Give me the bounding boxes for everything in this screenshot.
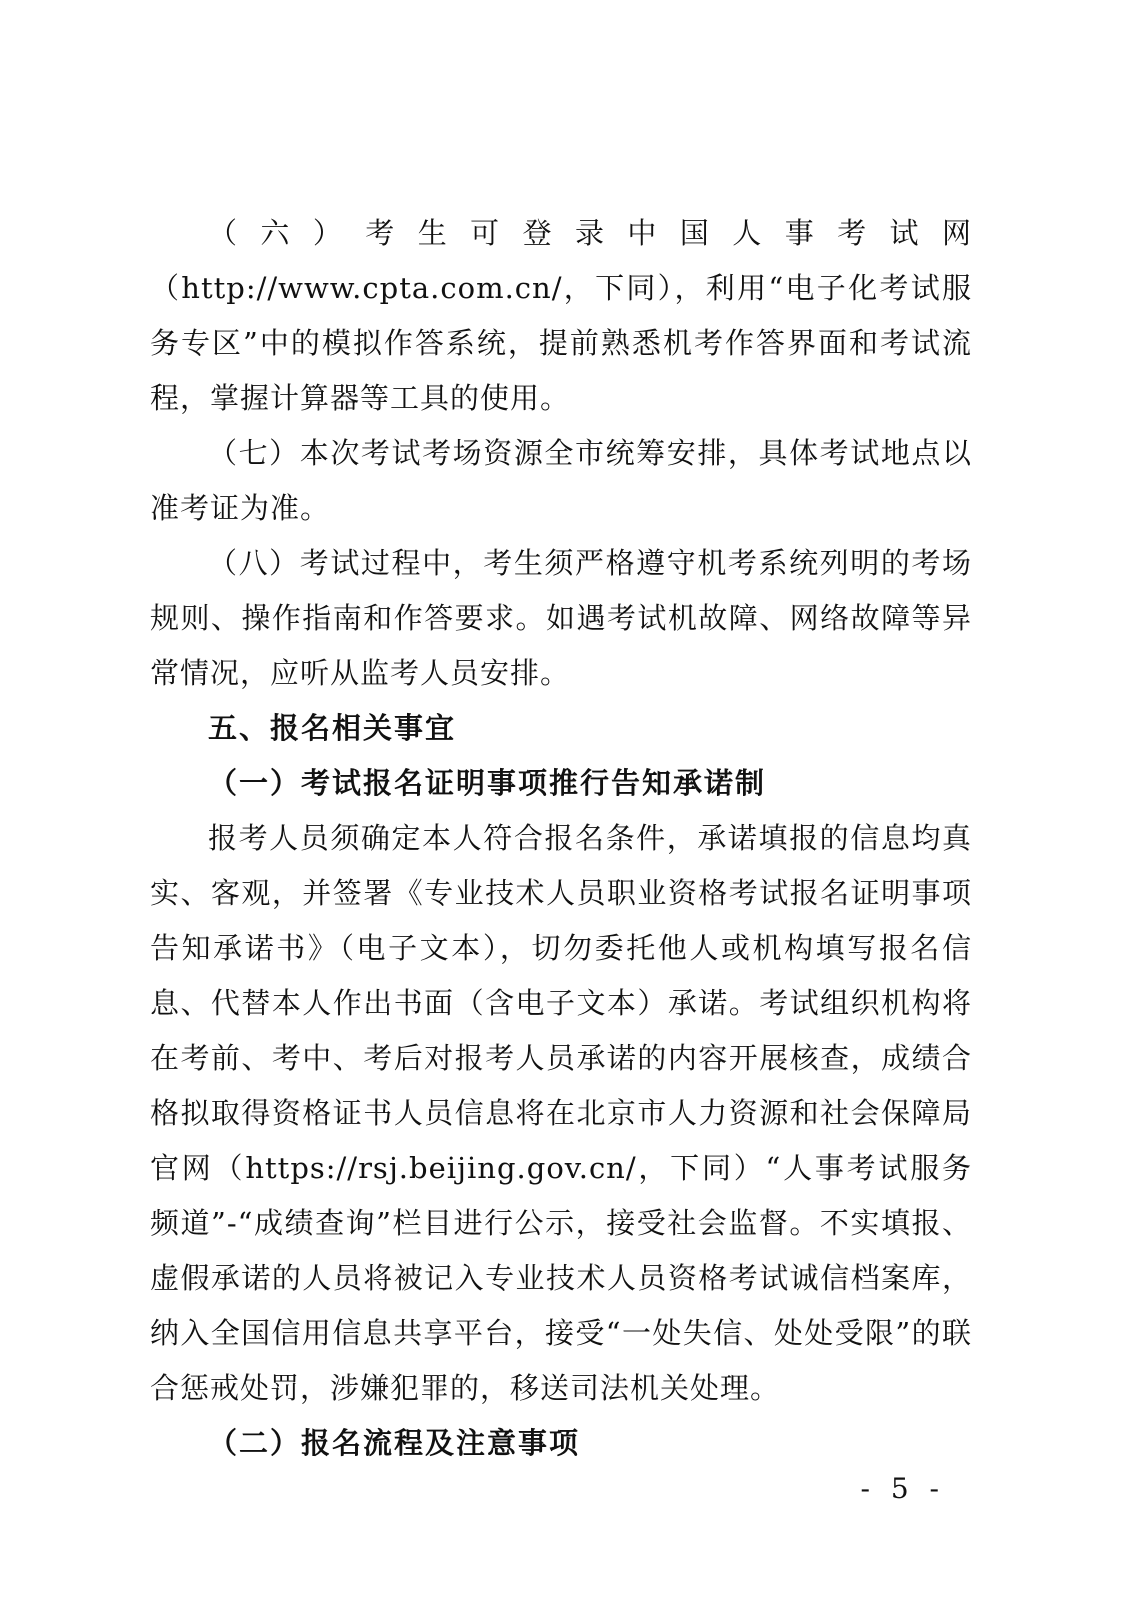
section-heading-5: 五、报名相关事宜 — [208, 711, 457, 745]
page-number: - 5 - — [860, 1472, 945, 1505]
para-item-6: （六）考生可登录中国人事考试网（http://www.cpta.com.cn/，下同），利用“电子化考试服务专区”中的模拟作答系统，提前熟悉机考作答界面和考试流程，掌握计算器等工具的使用。 — [150, 216, 972, 415]
document-body — [150, 206, 972, 1471]
para-item-7: （七）本次考试考场资源全市统筹安排，具体考试地点以准考证为准。 — [150, 436, 972, 525]
para-commitment: 报考人员须确定本人符合报名条件，承诺填报的信息均真实、客观，并签署《专业技术人员职业资格考试报名证明事项告知承诺书》（电子文本），切勿委托他人或机构填写报名信息、代替本人作出书面（含电子文本）承诺。考试组织机构将在考前、考中、考后对报考人员承诺的内容开展核查，成绩合格拟取得资格证书人员信息将在北京市人力资源和社会保障局官网（https://rsj.beijing.gov.cn/，下同）“人事考试服务频道”-“成绩查询”栏目进行公示，接受社会监督。不实填报、虚假承诺的人员将被记入专业技术人员资格考试诚信档案库，纳入全国信用信息共享平台，接受“一处失信、处处受限”的联合惩戒处罚，涉嫌犯罪的，移送司法机关处理。 — [150, 821, 972, 1405]
sub-heading-1: （一）考试报名证明事项推行告知承诺制 — [208, 766, 767, 800]
sub-heading-2: （二）报名流程及注意事项 — [208, 1426, 581, 1460]
para-item-8: （八）考试过程中，考生须严格遵守机考系统列明的考场规则、操作指南和作答要求。如遇考试机故障、网络故障等异常情况，应听从监考人员安排。 — [150, 546, 972, 690]
